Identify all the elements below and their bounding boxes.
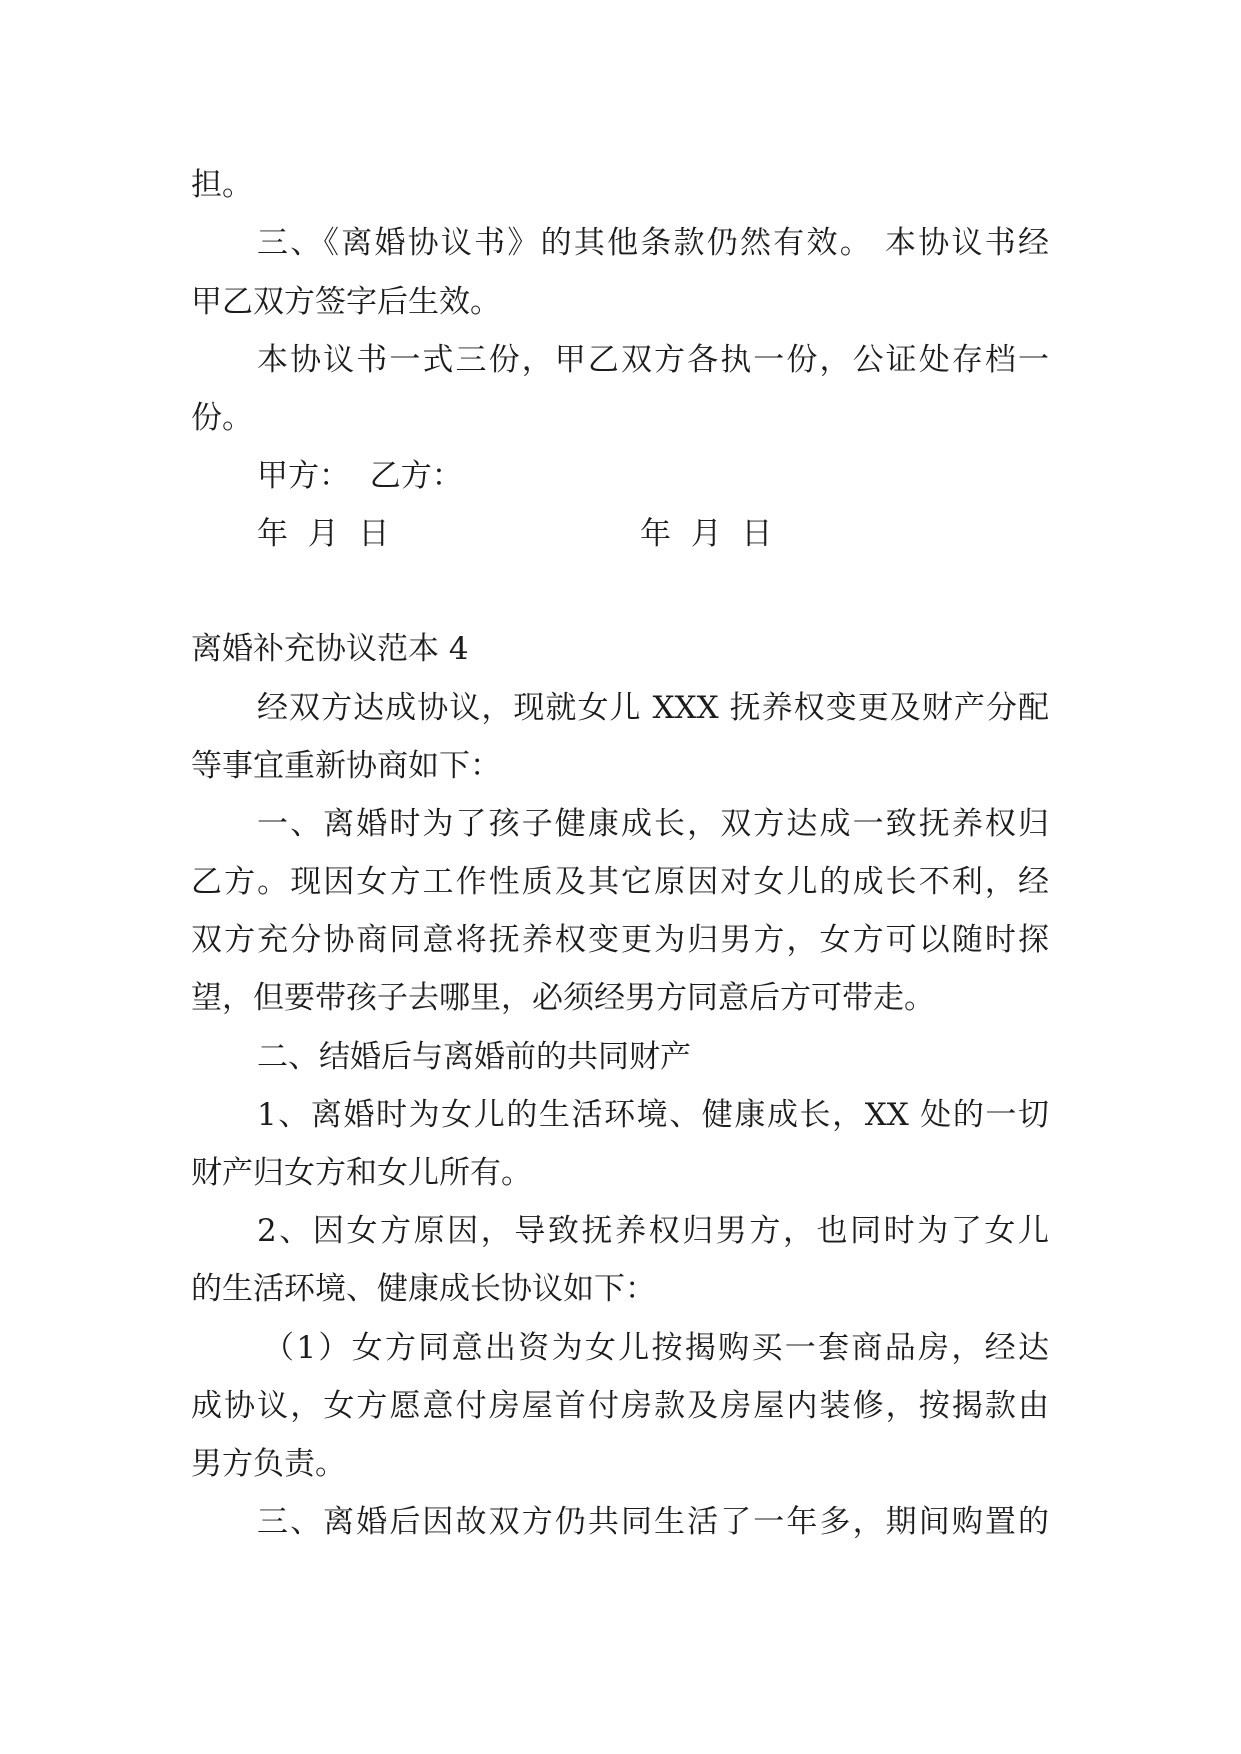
text-line: 等事宜重新协商如下： xyxy=(191,748,501,784)
date-line: 年 月 日 xyxy=(640,516,773,552)
text-line: 甲乙双方签字后生效。 xyxy=(191,284,501,320)
text-line: 男方负责。 xyxy=(191,1446,346,1482)
text-line: 经双方达成协议，现就女儿 XXX 抚养权变更及财产分配 xyxy=(257,690,1049,726)
text-line: 本协议书一式三份，甲乙双方各执一份，公证处存档一 xyxy=(257,342,1049,378)
text-line: 担。 xyxy=(191,167,253,203)
text-line: （1）女方同意出资为女儿按揭购买一套商品房，经达 xyxy=(263,1330,1049,1366)
text-line: 的生活环境、健康成长协议如下： xyxy=(191,1271,656,1307)
text-line: 份。 xyxy=(191,400,253,436)
text-line: 1、离婚时为女儿的生活环境、健康成长，XX 处的一切 xyxy=(257,1097,1049,1133)
text-line: 一、离婚时为了孩子健康成长，双方达成一致抚养权归 xyxy=(257,806,1049,842)
signature-line: 甲方： 乙方： xyxy=(257,458,463,494)
date-line: 年 月 日 xyxy=(257,516,390,552)
text-line: 乙方。现因女方工作性质及其它原因对女儿的成长不利，经 xyxy=(191,864,1049,900)
text-line: 三、离婚后因故双方仍共同生活了一年多，期间购置的 xyxy=(257,1504,1049,1540)
text-line: 2、因女方原因，导致抚养权归男方，也同时为了女儿 xyxy=(257,1213,1049,1249)
text-line: 望，但要带孩子去哪里，必须经男方同意后方可带走。 xyxy=(191,980,935,1016)
text-line: 二、结婚后与离婚前的共同财产 xyxy=(257,1039,691,1075)
text-line: 双方充分协商同意将抚养权变更为归男方，女方可以随时探 xyxy=(191,922,1049,958)
text-line: 三、《离婚协议书》的其他条款仍然有效。 本协议书经 xyxy=(257,225,1049,261)
section-heading: 离婚补充协议范本 4 xyxy=(191,631,469,667)
text-line: 成协议，女方愿意付房屋首付房款及房屋内装修，按揭款由 xyxy=(191,1388,1049,1424)
text-line: 财产归女方和女儿所有。 xyxy=(191,1155,532,1191)
